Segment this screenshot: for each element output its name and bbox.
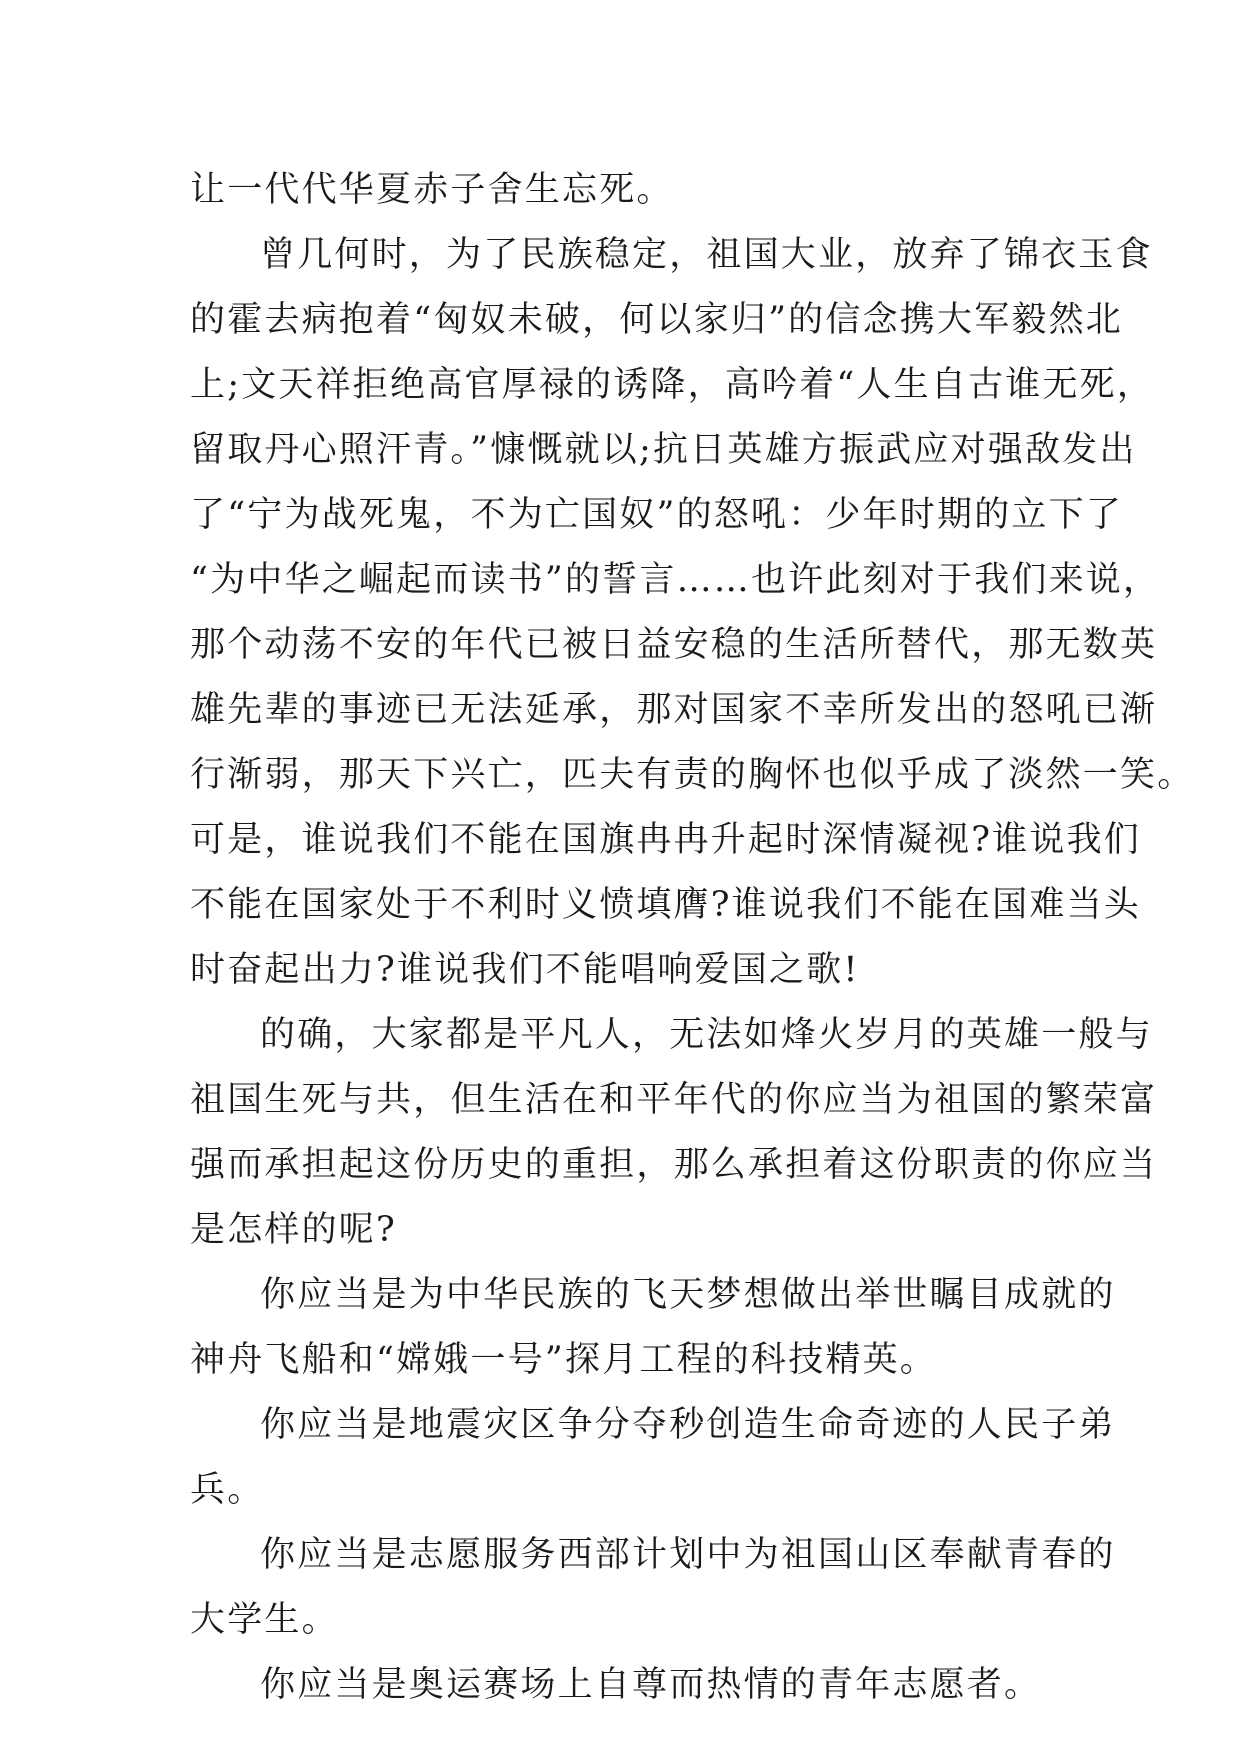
text-line: 是怎样的呢? xyxy=(190,1210,397,1250)
text-line: 留取丹心照汗青。”慷慨就以;抗日英雄方振武应对强敌发出 xyxy=(190,430,1137,470)
text-line: 大学生。 xyxy=(190,1600,339,1640)
text-line: “为中华之崛起而读书”的誓言……也许此刻对于我们来说， xyxy=(190,560,1161,600)
text-line: 强而承担起这份历史的重担，那么承担着这份职责的你应当 xyxy=(190,1145,1158,1185)
text-line: 你应当是奥运赛场上自尊而热情的青年志愿者。 xyxy=(260,1665,1042,1705)
text-line: 让一代代华夏赤子舍生忘死。 xyxy=(190,170,674,210)
text-line: 的霍去病抱着“匈奴未破，何以家归”的信念携大军毅然北 xyxy=(190,300,1123,340)
text-line: 曾几何时，为了民族稳定，祖国大业，放弃了锦衣玉食 xyxy=(260,235,1153,275)
text-line: 上;文天祥拒绝高官厚禄的诱降，高吟着“人生自古谁无死， xyxy=(190,365,1155,405)
text-line: 那个动荡不安的年代已被日益安稳的生活所替代，那无数英 xyxy=(190,625,1158,665)
text-line: 行渐弱，那天下兴亡，匹夫有责的胸怀也似乎成了淡然一笑。 xyxy=(190,755,1195,795)
text-line: 的确，大家都是平凡人，无法如烽火岁月的英雄一般与 xyxy=(260,1015,1153,1055)
text-line: 神舟飞船和“嫦娥一号”探月工程的科技精英。 xyxy=(190,1340,937,1380)
text-line: 你应当是地震灾区争分夺秒创造生命奇迹的人民子弟 xyxy=(260,1405,1116,1445)
text-line: 不能在国家处于不利时义愤填膺?谁说我们不能在国难当头 xyxy=(190,885,1141,925)
text-line: 你应当是志愿服务西部计划中为祖国山区奉献青春的 xyxy=(260,1535,1116,1575)
text-line: 可是，谁说我们不能在国旗冉冉升起时深情凝视?谁说我们 xyxy=(190,820,1141,860)
text-line: 祖国生死与共，但生活在和平年代的你应当为祖国的繁荣富 xyxy=(190,1080,1158,1120)
document-page xyxy=(190,158,1195,1718)
text-line: 时奋起出力?谁说我们不能唱响爱国之歌! xyxy=(190,950,860,990)
text-line: 了“宁为战死鬼，不为亡国奴”的怒吼：少年时期的立下了 xyxy=(190,495,1123,535)
text-line: 雄先辈的事迹已无法延承，那对国家不幸所发出的怒吼已渐 xyxy=(190,690,1158,730)
text-line: 你应当是为中华民族的飞天梦想做出举世瞩目成就的 xyxy=(260,1275,1116,1315)
text-line: 兵。 xyxy=(190,1470,265,1510)
